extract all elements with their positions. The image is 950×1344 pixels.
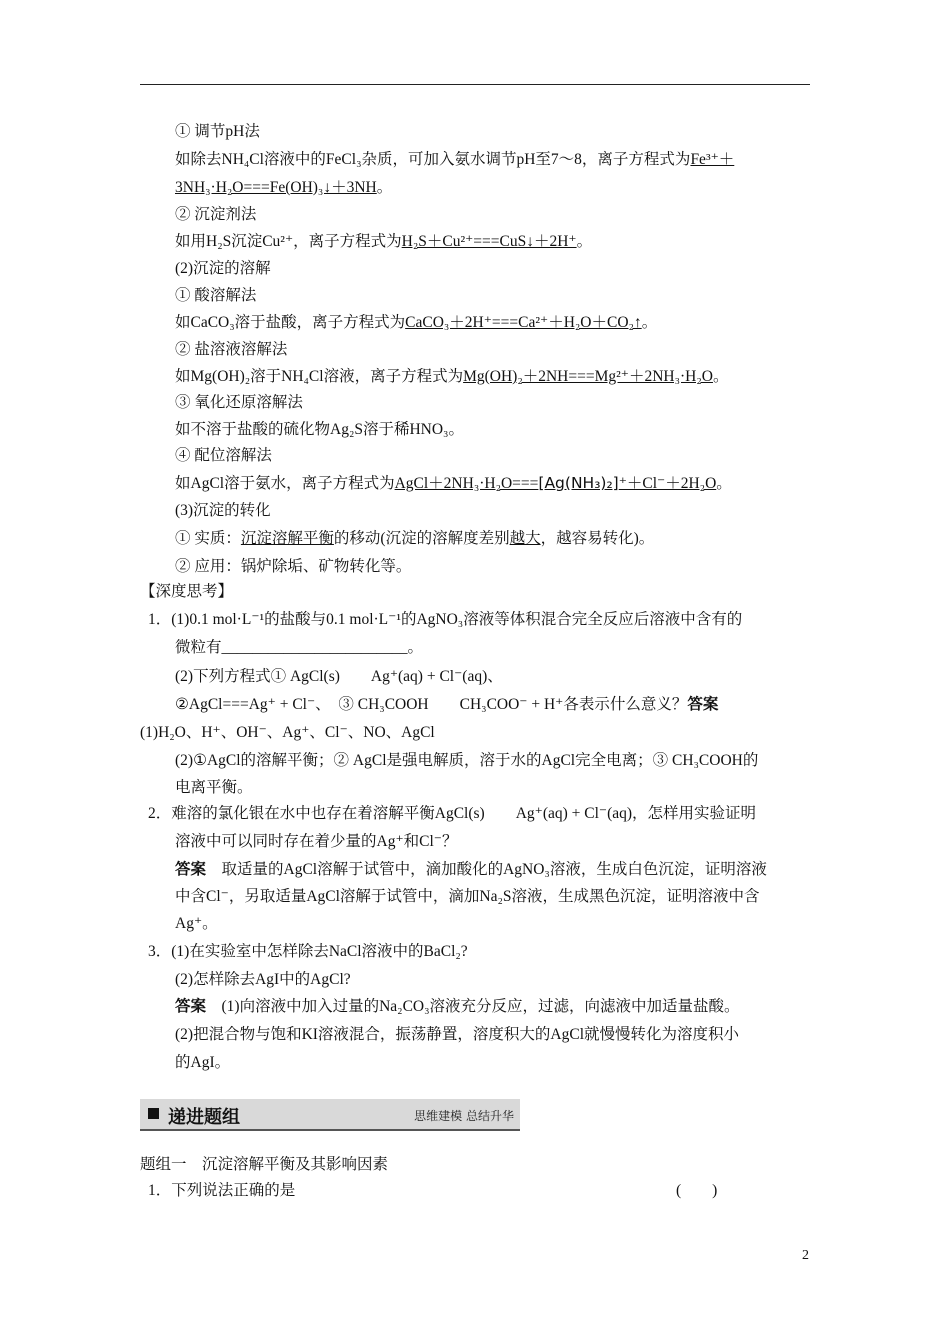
text-segment: (1)向溶液中加入过量的Na₂CO₃溶液充分反应，过滤，向滤液中加适量盐酸。	[206, 998, 740, 1015]
text-segment: AgCl＋2NH₃·H₂O===	[394, 475, 539, 492]
text-segment: 。	[716, 475, 732, 492]
text-segment: (3)沉淀的转化	[175, 502, 271, 519]
text-line-l18	[140, 582, 233, 602]
text-line-l03	[175, 178, 392, 198]
page-number: 2	[802, 1248, 809, 1263]
text-line-l29	[175, 887, 760, 907]
text-segment: 如除去NH₄Cl溶液中的FeCl₃杂质，可加入氨水调节pH至7～8，离子方程式为	[175, 151, 691, 168]
text-line-l01	[175, 122, 260, 142]
text-segment: (2)怎样除去AgI中的AgCl?	[175, 971, 351, 988]
text-line-l31	[148, 942, 468, 962]
text-segment: ① 酸溶解法	[175, 287, 257, 304]
text-segment: 溶液中可以同时存在着少量的Ag⁺和Cl⁻？	[175, 833, 458, 850]
text-segment: 如Mg(OH)₂溶于NH₄Cl溶液，离子方程式为	[175, 368, 464, 385]
banner-subtitle: 思维建模 总结升华	[414, 1109, 514, 1123]
text-segment: 越大	[509, 530, 541, 547]
text-line-l26	[148, 804, 756, 824]
text-segment: 沉淀溶解平衡	[240, 530, 334, 547]
text-line-l12	[175, 420, 464, 440]
text-segment: (2)下列方程式① AgCl(s) Ag⁺(aq) + Cl⁻(aq)、	[175, 668, 503, 685]
answer-bracket: ( )	[676, 1182, 718, 1199]
text-segment: ⁺＋Cl⁻＋2H₂O	[618, 475, 717, 492]
text-segment: 1．下列说法正确的是	[148, 1182, 296, 1199]
text-segment: 。	[641, 314, 658, 331]
text-line-l05	[175, 232, 592, 252]
text-segment: (2)①AgCl的溶解平衡；② AgCl是强电解质，溶于水的AgCl完全电离；③ CH₃COOH的	[175, 752, 759, 769]
text-segment: Ag⁺。	[175, 915, 218, 932]
header-rule	[140, 84, 810, 85]
text-segment: 微粒有________________________。	[175, 639, 424, 656]
text-line-l27	[175, 832, 457, 852]
text-line-l37	[148, 1181, 295, 1201]
text-segment: 3NH₃·H₂O===Fe(OH)₃↓＋3NH	[175, 179, 377, 196]
text-line-l14	[175, 473, 732, 494]
text-segment: 如AgCl溶于氨水，离子方程式为	[175, 475, 395, 492]
text-segment: 答案	[175, 861, 207, 878]
text-segment: 1．(1)0.1 mol·L⁻¹的盐酸与0.1 mol·L⁻¹的AgNO₃溶液等体积混合完全反应后溶液中含有的	[148, 611, 743, 628]
text-line-l15	[175, 501, 271, 521]
text-segment: [Ag(NH₃)₂]	[538, 474, 619, 492]
square-bullet-icon	[148, 1108, 159, 1119]
text-segment: 题组一 沉淀溶解平衡及其影响因素	[140, 1156, 389, 1173]
text-segment: 取适量的AgCl溶解于试管中，滴加酸化的AgNO₃溶液，生成白色沉淀，证明溶液	[206, 861, 767, 878]
text-line-l04	[175, 205, 256, 225]
text-segment: (1)H₂O、H⁺、OH⁻、Ag⁺、Cl⁻、NO、AgCl	[140, 724, 435, 741]
text-line-l36	[140, 1155, 388, 1175]
text-line-l28	[175, 860, 767, 880]
text-segment: Fe³⁺＋	[690, 151, 735, 168]
text-segment: 。	[376, 179, 393, 196]
text-segment: 3．(1)在实验室中怎样除去NaCl溶液中的BaCl₂?	[148, 943, 468, 960]
text-segment: 的AgI。	[175, 1054, 231, 1071]
text-line-l23	[140, 723, 435, 743]
text-segment: ② 盐溶液溶解法	[175, 341, 288, 358]
text-segment: ② 沉淀剂法	[175, 206, 257, 223]
text-segment: 。	[576, 233, 593, 250]
text-line-l24	[175, 751, 758, 771]
text-segment: ④ 配位溶解法	[175, 447, 272, 464]
text-line-l22	[175, 695, 718, 715]
text-line-l10	[175, 367, 728, 387]
text-segment: ，越容易转化)。	[540, 530, 655, 547]
text-segment: ③ 氧化还原溶解法	[175, 394, 303, 411]
text-segment: 中含Cl⁻，另取适量AgCl溶解于试管中，滴加Na₂S溶液，生成黑色沉淀，证明溶液中含	[175, 888, 760, 905]
text-segment: 【深度思考】	[140, 583, 234, 600]
text-segment: ② 应用：锅炉除垢、矿物转化等。	[175, 558, 412, 575]
text-segment: 如CaCO₃溶于盐酸，离子方程式为	[175, 314, 406, 331]
banner-title: 递进题组	[168, 1107, 240, 1128]
text-segment: 的移动(沉淀的溶解度差别	[333, 530, 510, 547]
text-line-l20	[175, 638, 423, 658]
text-segment: 答案	[175, 998, 207, 1015]
section-banner	[140, 1099, 520, 1131]
text-line-l33	[175, 997, 740, 1017]
text-line-l21	[175, 667, 503, 687]
text-line-l34	[175, 1025, 739, 1045]
text-line-l13	[175, 446, 272, 466]
text-line-l11	[175, 393, 303, 413]
text-line-l19	[148, 610, 742, 630]
text-line-l02	[175, 150, 734, 170]
text-line-l06	[175, 259, 271, 279]
text-segment: 如不溶于盐酸的硫化物Ag₂S溶于稀HNO₃。	[175, 421, 464, 438]
text-segment: H₂S＋Cu²⁺===CuS↓＋2H⁺	[401, 233, 577, 250]
text-segment: (2)沉淀的溶解	[175, 260, 271, 277]
text-segment: Mg(OH)₂＋2NH===Mg²⁺＋2NH₃·H₂O	[463, 368, 713, 385]
text-segment: 如用H₂S沉淀Cu²⁺，离子方程式为	[175, 233, 402, 250]
text-line-l17	[175, 557, 411, 577]
text-line-l08	[175, 313, 657, 333]
text-segment: ②AgCl===Ag⁺ + Cl⁻、 ③ CH₃COOH CH₃COO⁻ + H⁺各表示什么意义？	[175, 696, 688, 713]
text-line-l09	[175, 340, 287, 360]
text-line-l16	[175, 529, 654, 549]
text-segment: 电离平衡。	[175, 779, 253, 796]
text-segment: 答案	[687, 696, 719, 713]
text-segment: CaCO₃＋2H⁺===Ca²⁺＋H₂O＋CO₂↑	[405, 314, 642, 331]
text-segment: 。	[712, 368, 729, 385]
text-segment: ① 实质：	[175, 530, 241, 547]
text-line-l35	[175, 1053, 230, 1073]
text-line-l07	[175, 286, 256, 306]
text-line-l25	[175, 778, 253, 798]
text-segment: (2)把混合物与饱和KI溶液混合，振荡静置，溶度积大的AgCl就慢慢转化为溶度积小	[175, 1026, 740, 1043]
text-line-l32	[175, 970, 351, 990]
text-segment: ① 调节pH法	[175, 123, 260, 140]
text-line-l30	[175, 914, 218, 934]
text-segment: 2．难溶的氯化银在水中也存在着溶解平衡AgCl(s) Ag⁺(aq) + Cl⁻(aq)，怎样用实验证明	[148, 805, 757, 822]
